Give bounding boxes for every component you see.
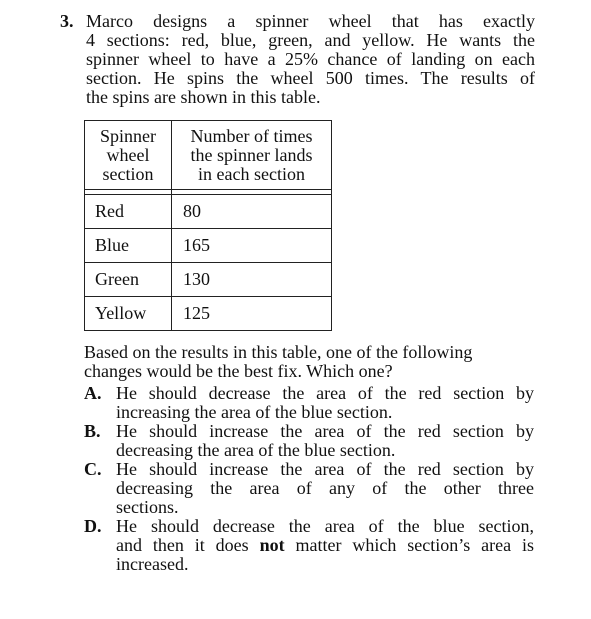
option-letter: D. xyxy=(84,516,102,536)
spin-results-table xyxy=(84,120,332,331)
option-text xyxy=(116,422,534,460)
count-cell: 165 xyxy=(172,229,332,263)
table-row xyxy=(85,297,332,331)
answer-options xyxy=(84,384,534,574)
count-cell: 125 xyxy=(172,297,332,331)
option-text xyxy=(116,517,534,574)
option-line: and then it does not matter which section’s area is xyxy=(116,535,534,555)
header-number-of-times: Number of times the spinner lands in each section xyxy=(172,121,332,190)
section-cell: Blue xyxy=(85,229,172,263)
option-line: He should increase the area of the red section by xyxy=(116,421,534,441)
option-letter: A. xyxy=(84,383,102,403)
option-line: decreasing the area of any of the other three xyxy=(116,478,534,498)
count-cell: 80 xyxy=(172,195,332,229)
option-b[interactable] xyxy=(84,422,534,460)
table-row xyxy=(85,263,332,297)
table-header-row xyxy=(85,121,332,190)
prompt-line: Based on the results in this table, one of the following xyxy=(84,342,473,362)
option-c[interactable] xyxy=(84,460,534,517)
option-letter: C. xyxy=(84,459,102,479)
option-line: decreasing the area of the blue section. xyxy=(116,440,396,460)
stem-line: Marco designs a spinner wheel that has exactly xyxy=(86,11,535,31)
section-cell: Green xyxy=(85,263,172,297)
emphasis-not: not xyxy=(259,535,285,555)
stem-line: spinner wheel to have a 25% chance of landing on each xyxy=(86,49,535,69)
option-letter: B. xyxy=(84,421,101,441)
option-line: sections. xyxy=(116,497,179,517)
option-line: He should decrease the area of the blue section, xyxy=(116,516,534,536)
stem-line: section. He spins the wheel 500 times. The results of xyxy=(86,68,535,88)
section-cell: Yellow xyxy=(85,297,172,331)
count-cell: 130 xyxy=(172,263,332,297)
option-line: He should decrease the area of the red section by xyxy=(116,383,534,403)
table-row xyxy=(85,195,332,229)
option-d[interactable] xyxy=(84,517,534,574)
option-line: increasing the area of the blue section. xyxy=(116,402,393,422)
table-row xyxy=(85,229,332,263)
section-cell: Red xyxy=(85,195,172,229)
header-spinner-section: Spinner wheel section xyxy=(85,121,172,190)
option-a[interactable] xyxy=(84,384,534,422)
stem-line: the spins are shown in this table. xyxy=(86,87,321,107)
option-text xyxy=(116,384,534,422)
question-number: 3. xyxy=(60,11,74,31)
question-prompt xyxy=(84,343,529,381)
option-text xyxy=(116,460,534,517)
question-stem xyxy=(60,12,535,107)
stem-line: 4 sections: red, blue, green, and yellow. He wants the xyxy=(86,30,535,50)
option-line: He should increase the area of the red section by xyxy=(116,459,534,479)
prompt-line: changes would be the best fix. Which one? xyxy=(84,361,393,381)
option-line: increased. xyxy=(116,554,189,574)
